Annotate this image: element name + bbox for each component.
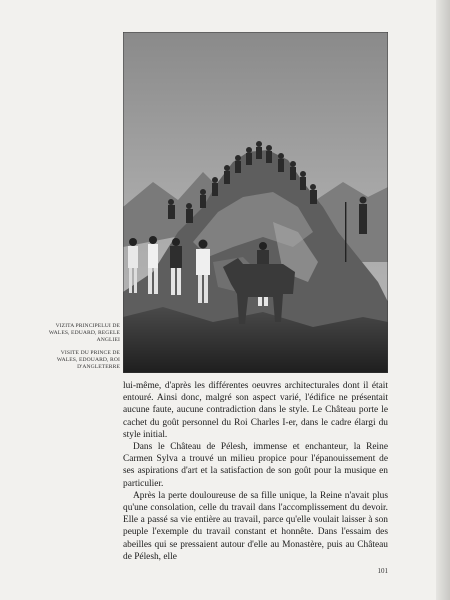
paragraph: lui-même, d'après les différentes oeuvres architecturales dont il était entouré. Ainsi donc, malgré son aspect varié, l'édifice ne présentait aucune faute, aucune contradiction dans le style. Le Château porte le cachet du goût personnel du Roi Charles I-er, dans le cadre élargi du style initial. xyxy=(123,381,388,440)
photograph xyxy=(123,32,388,373)
paragraph: Après la perte douloureuse de sa fille unique, la Reine n'avait plus qu'une consolation, celle du travail dans l'accomplissement du devoir. Elle a passé sa vie entière au travail, parce qu'elle voulait laisser à son peuple l'exemple du travail constant et honnête. Dans l'essaim des abeilles qui se pressaient autour d'elle au Monastère, puis au Château de Pélesh, elle xyxy=(123,490,388,562)
page-number: 101 xyxy=(377,567,388,575)
body-text xyxy=(123,380,388,563)
caption-romanian: VIZITA PRINCIPELUI DE WALES, EDUARD, REGELE ANGLIEI xyxy=(48,323,120,344)
paragraph: Dans le Château de Pélesh, immense et enchanteur, la Reine Carmen Sylva a trouvé un milieu propice pour l'épanouissement de ses aspirations d'art et la satisfaction de son goût pour la musique en particulier. xyxy=(123,442,388,489)
caption-french: VISITE DU PRINCE DE WALES, EDOUARD, ROI D'ANGLETERRE xyxy=(56,349,120,371)
photo-illustration xyxy=(123,32,388,373)
photo-caption xyxy=(44,323,120,371)
book-spine-shadow xyxy=(436,0,450,600)
